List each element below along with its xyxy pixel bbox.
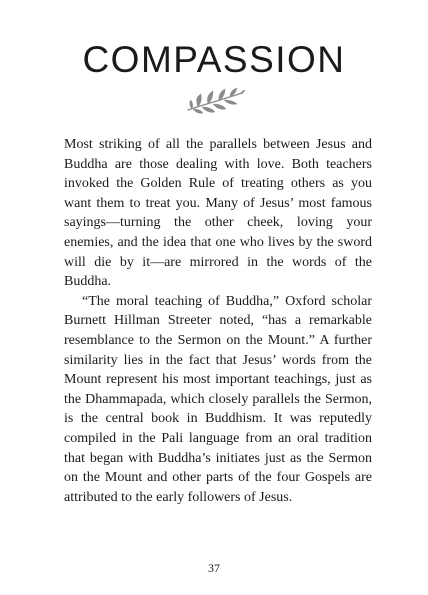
page-number: 37	[208, 561, 220, 575]
chapter-title: COMPASSION	[82, 39, 346, 80]
chapter-body	[64, 135, 372, 507]
body-paragraph-2: “The moral teaching of Buddha,” Oxford scholar Burnett Hillman Streeter noted, “has a remarkable resemblance to the Sermon on the Mount.” A further similarity lies in the fact that Jesus’ words from the Mount represent his most important teachings, just as the Dhammapada, which closely parallels the Sermon, is the central book in Buddhism. It was reputedly compiled in the Pali language from an oral tradition that began with Buddha’s initiates just as the Sermon on the Mount and other parts of the four Gospels are attributed to the early followers of Jesus.	[64, 293, 372, 505]
laurel-sprig-icon	[184, 86, 246, 118]
body-paragraph-1: Most striking of all the parallels between Jesus and Buddha are those dealing with love. Both teachers invoked the Golden Rule of treating others as you want them to treat you. Many of Jesus’ most famous sayings—turning the other cheek, loving your enemies, and the idea that one who lives by the sword will die by it—are mirrored in the words of the Buddha.	[64, 137, 372, 290]
